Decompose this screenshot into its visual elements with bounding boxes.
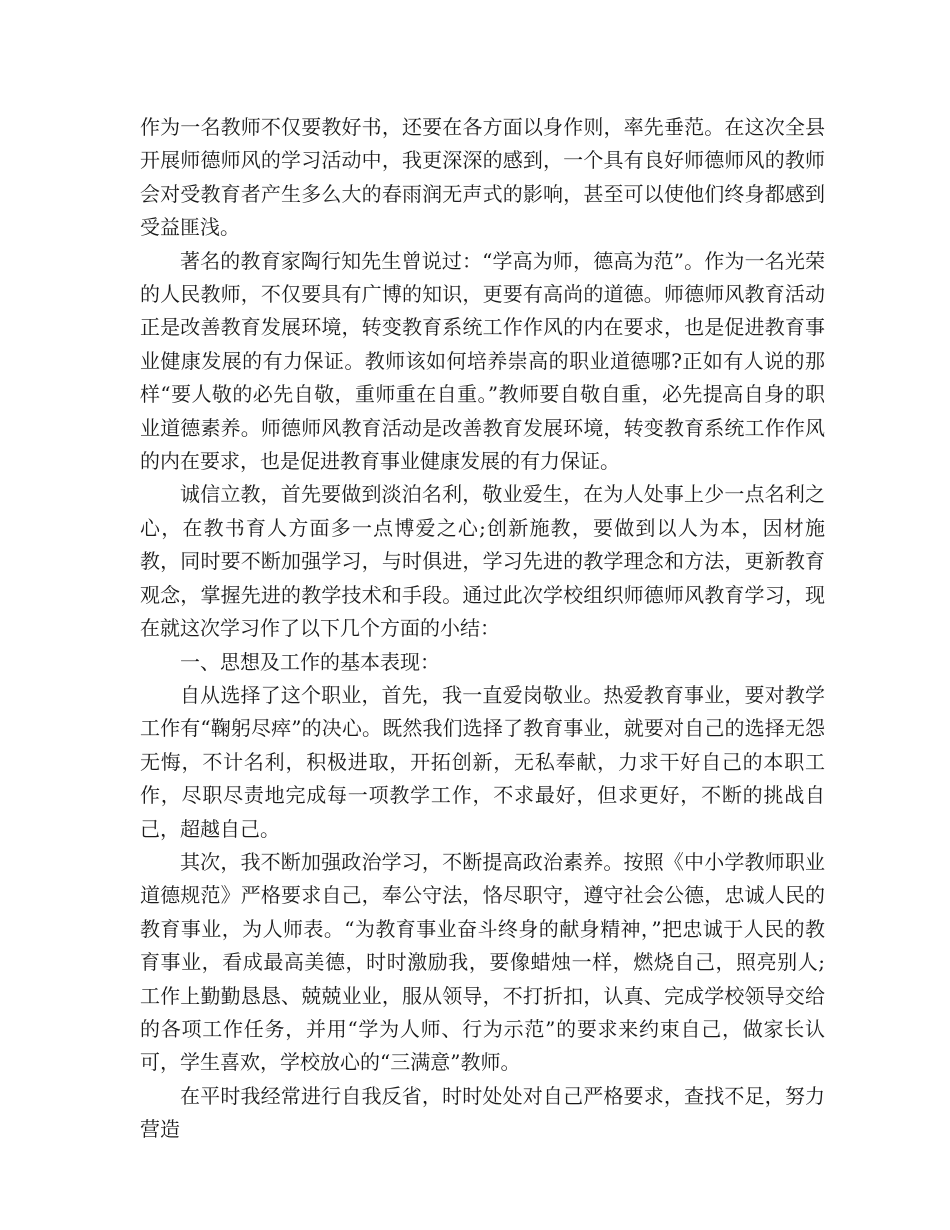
paragraph-2: 著名的教育家陶行知先生曾说过：“学高为师，德高为范”。作为一名光荣的人民教师，不仅要具有广博的知识，更要有高尚的道德。师德师风教育活动正是改善教育发展环境，转变教育系统工作作风的内在要求，也是促进教育事业健康发展的有力保证。教师该如何培养崇高的职业道德哪?正如有人说的那样“要人敬的必先自敬，重师重在自重。”教师要自敬自重，必先提高自身的职业道德素养。师德师风教育活动是改善教育发展环境，转变教育系统工作作风的内在要求，也是促进教育事业健康发展的有力保证。 <box>140 248 825 474</box>
paragraph-3: 诚信立教，首先要做到淡泊名利，敬业爱生，在为人处事上少一点名利之心，在教书育人方面多一点博爱之心;创新施教，要做到以人为本，因材施教，同时要不断加强学习，与时俱进，学习先进的教学理念和方法，更新教育观念，掌握先进的教学技术和手段。通过此次学校组织师德师风教育学习，现在就这次学习作了以下几个方面的小结： <box>140 482 825 641</box>
paragraph-6: 在平时我经常进行自我反省，时时处处对自己严格要求，查找不足，努力营造 <box>140 1083 825 1142</box>
section-heading: 一、思想及工作的基本表现： <box>180 649 440 674</box>
document-body <box>140 111 825 1147</box>
paragraph-1: 作为一名教师不仅要教好书，还要在各方面以身作则，率先垂范。在这次全县开展师德师风的学习活动中，我更深深的感到，一个具有良好师德师风的教师会对受教育者产生多么大的春雨润无声式的影响，甚至可以使他们终身都感到受益匪浅。 <box>140 115 825 240</box>
paragraph-5: 其次，我不断加强政治学习，不断提高政治素养。按照《中小学教师职业道德规范》严格要求自己，奉公守法，恪尽职守，遵守社会公德，忠诚人民的教育事业，为人师表。“为教育事业奋斗终身的献身精神，”把忠诚于人民的教育事业，看成最高美德，时时激励我，要像蜡烛一样，燃烧自己，照亮别人;工作上勤勤恳恳、兢兢业业，服从领导，不打折扣，认真、完成学校领导交给的各项工作任务，并用“学为人师、行为示范”的要求来约束自己，做家长认可，学生喜欢，学校放心的“三满意”教师。 <box>140 849 825 1075</box>
paragraph-4: 自从选择了这个职业，首先，我一直爱岗敬业。热爱教育事业，要对教学工作有“鞠躬尽瘁”的决心。既然我们选择了教育事业，就要对自己的选择无怨无悔，不计名利，积极进取，开拓创新，无私奉献，力求干好自己的本职工作，尽职尽责地完成每一项教学工作，不求最好，但求更好，不断的挑战自己，超越自己。 <box>140 682 825 841</box>
